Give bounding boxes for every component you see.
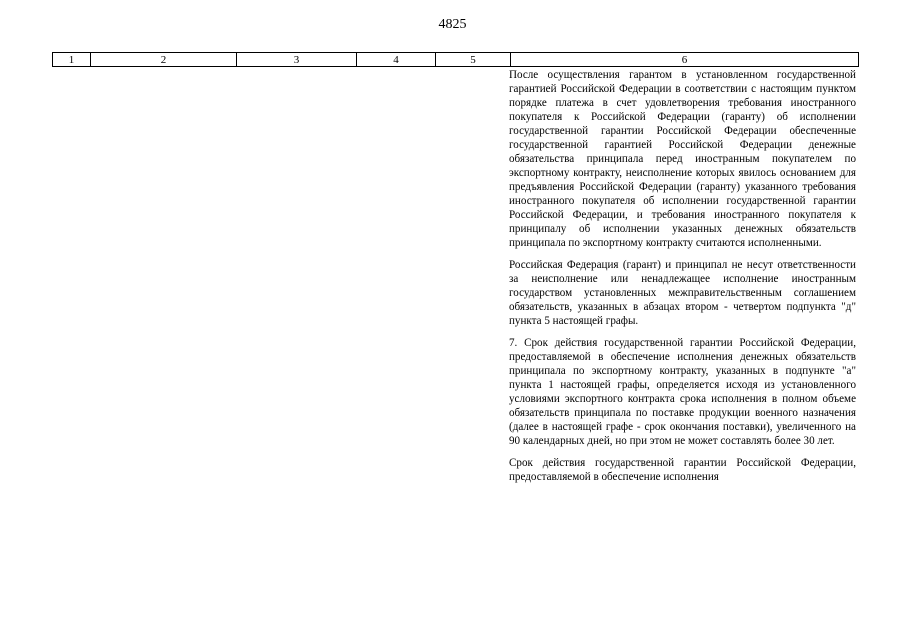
column-header-table bbox=[52, 52, 859, 67]
column-header-2: 2 bbox=[91, 53, 237, 67]
column-header-1: 1 bbox=[53, 53, 91, 67]
column-6-content bbox=[509, 68, 856, 492]
paragraph: Срок действия государственной гарантии Российской Федерации, предоставляемой в обеспечение исполнения bbox=[509, 457, 856, 483]
paragraph: 7. Срок действия государственной гарантии Российской Федерации, предоставляемой в обеспечение исполнения денежных обязательств принципала по экспортному контракту, указанных в подпункте "а" пункта 1 настоящей графы, определяется исходя из установленного условиями экспортного контракта срока исполнения в полном объеме обязательств принципала по поставке продукции военного назначения (далее в настоящей графе - срок окончания поставки), увеличенного на 90 календарных дней, но при этом не может составлять более 30 лет. bbox=[509, 337, 856, 447]
paragraph: Российская Федерация (гарант) и принципал не несут ответственности за неисполнение или ненадлежащее исполнение иностранным государством установленных межправительственным соглашением обязательств, указанных в абзацах втором - четвертом подпункта "д" пункта 5 настоящей графы. bbox=[509, 259, 856, 327]
paragraph: После осуществления гарантом в установленном государственной гарантией Российской Федерации в соответствии с настоящим пунктом порядке платежа в счет удовлетворения требования иностранного покупателя к Российской Федерации (гаранту) об исполнении государственной гарантии Российской Федерации обеспеченные государственной гарантией Российской Федерации денежные обязательства принципала перед иностранным покупателем по экспортному контракту, неисполнение которых явилось основанием для предъявления Российской Федерации (гаранту) указанного требования иностранного покупателя об исполнении государственной гарантии Российской Федерации, и требования иностранного покупателя к принципалу об исполнении указанных денежных обязательств принципала по экспортному контракту считаются исполненными. bbox=[509, 69, 856, 249]
column-header-row bbox=[53, 53, 859, 67]
column-header-3: 3 bbox=[237, 53, 357, 67]
column-header-6: 6 bbox=[511, 53, 859, 67]
column-header-4: 4 bbox=[357, 53, 436, 67]
page-number: 4825 bbox=[438, 17, 467, 32]
column-header-5: 5 bbox=[436, 53, 511, 67]
